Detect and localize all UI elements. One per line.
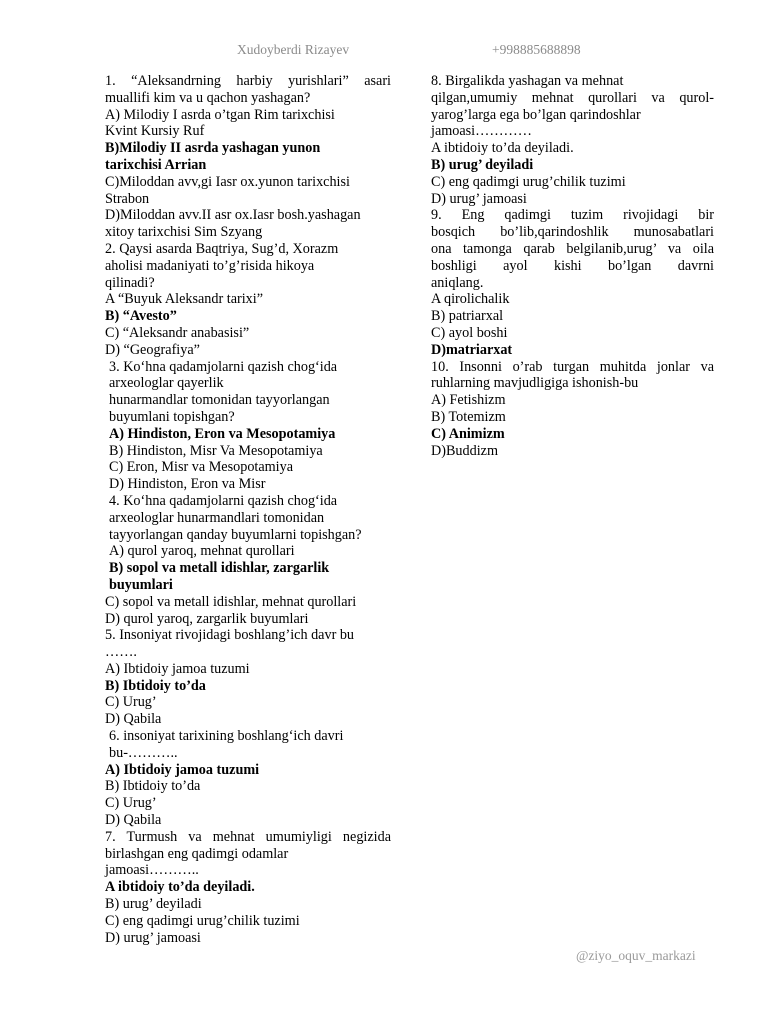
text-line: B) Ibtidoiy to’da [105,778,201,795]
text-line: hunarmandlar tomonidan tayyorlangan [109,392,330,409]
text-line: B)Milodiy II asrda yashagan yunon [105,140,321,157]
text-line: boshligi ayol kishi bo’lgan davrni [431,257,714,274]
text-line: D)Buddizm [431,442,498,459]
text-line: aniqlang. [431,274,484,291]
text-line: A qirolichalik [431,291,510,308]
text-line: D)Miloddan avv.II asr ox.Iasr bosh.yashagan [105,207,361,224]
text-line: 7. Turmush va mehnat umumiyligi negizida [105,828,391,845]
text-line: 6. insoniyat tarixining boshlang‘ich davri [109,728,344,745]
text-line: Kvint Kursiy Ruf [105,123,205,140]
text-line: C) eng qadimgi urug’chilik tuzimi [105,912,300,929]
text-line: xitoy tarixchisi Sim Szyang [105,224,263,241]
text-line: bu-……….. [109,744,178,761]
text-line: ……. [105,644,137,661]
text-line: A) Ibtidoiy jamoa tuzumi [105,660,250,677]
text-line: ona tamonga qarab belgilanib,urug’ va oila [431,240,714,257]
text-line: C) Urug’ [105,694,157,711]
text-line: 8. Birgalikda yashagan va mehnat [431,73,624,89]
text-line: A) qurol yaroq, mehnat qurollari [109,543,295,560]
text-line: Strabon [105,190,150,207]
text-line: ruhlarning mavjudligiga ishonish-bu [431,375,639,392]
text-line: D) Qabila [105,812,162,829]
text-line: yarog’larga ega bo’lgan qarindoshlar [431,106,641,123]
text-line: A) Fetishizm [431,392,506,409]
text-line: buyumlari [109,576,173,593]
text-line: 3. Ko‘hna qadamjolarni qazish chog‘ida [109,358,338,375]
text-line: tarixchisi Arrian [105,156,207,173]
text-line: B) sopol va metall idishlar, zargarlik [109,560,330,577]
text-line: C) ayol boshi [431,324,508,341]
text-line: B) patriarxal [431,308,504,325]
watermark: @ziyo_oquv_markazi [576,948,696,963]
text-line: B) urug’ deyiladi [431,156,534,173]
text-line: tayyorlangan qanday buyumlarni topishgan? [109,526,362,543]
text-line: arxeologlar qayerlik [109,375,224,392]
text-line: C) eng qadimgi urug’chilik tuzimi [431,173,626,190]
text-line: qilinadi? [105,274,155,291]
text-line: D) Qabila [105,711,162,728]
text-line: arxeologlar hunarmandlari tomonidan [109,509,325,526]
text-line: birlashgan eng qadimgi odamlar [105,845,289,862]
text-line: C)Miloddan avv,gi Iasr ox.yunon tarixchisi [105,173,350,190]
text-line: D) urug’ jamoasi [105,929,201,946]
text-line: aholisi madaniyati to’g’risida hikoya [105,257,315,274]
left-column [105,73,391,946]
text-line: buyumlani topishgan? [109,408,235,425]
text-line: A) Ibtidoiy jamoa tuzumi [105,761,260,778]
text-line: A) Milodiy I asrda o’tgan Rim tarixchisi [105,106,335,123]
text-line: A ibtidoiy to’da deyiladi. [105,879,255,896]
text-line: B) urug’ deyiladi [105,896,202,913]
text-line: 5. Insoniyat rivojidagi boshlang’ich davr bu [105,627,355,644]
text-line: 4. Ko‘hna qadamjolarni qazish chog‘ida [109,492,338,509]
text-line: C) Eron, Misr va Mesopotamiya [109,459,294,476]
text-line: jamoasi………… [431,123,532,140]
text-line: C) “Aleksandr anabasisi” [105,324,250,341]
text-line: bosqich bo’lib,qarindoshlik munosabatlari [431,224,714,241]
text-line: qilgan,umumiy mehnat qurollari va qurol- [431,89,714,106]
phone-number: +998885688898 [492,42,581,57]
text-line: D) “Geografiya” [105,341,200,358]
text-line: C) Urug’ [105,795,157,812]
text-line: muallifi kim va u qachon yashagan? [105,89,311,106]
page-header [0,42,768,62]
text-line: B) “Avesto” [105,308,177,325]
text-line: C) Animizm [431,425,505,442]
text-line: D) qurol yaroq, zargarlik buyumlari [105,610,309,627]
text-line: 2. Qaysi asarda Baqtriya, Sug’d, Xorazm [105,240,339,257]
author-name: Xudoyberdi Rizayev [237,42,350,57]
text-line: 9. Eng qadimgi tuzim rivojidagi bir [431,207,714,224]
right-column [431,73,714,459]
text-line: A) Hindiston, Eron va Mesopotamiya [109,425,336,442]
text-line: B) Totemizm [431,408,506,425]
text-line: B) Ibtidoiy to’da [105,677,206,694]
text-line: D) Hindiston, Eron va Misr [109,476,266,493]
text-line: D)matriarxat [431,341,513,358]
text-line: jamoasi……….. [105,862,199,879]
text-line: 1. “Aleksandrning harbiy yurishlari” asari [105,73,391,89]
text-line: 10. Insonni o’rab turgan muhitda jonlar va [431,358,714,375]
text-line: A ibtidoiy to’da deyiladi. [431,140,574,157]
text-line: D) urug’ jamoasi [431,190,527,207]
text-line: B) Hindiston, Misr Va Mesopotamiya [109,442,323,459]
text-line: A “Buyuk Aleksandr tarixi” [105,291,264,308]
text-line: C) sopol va metall idishlar, mehnat qurollari [105,593,357,610]
